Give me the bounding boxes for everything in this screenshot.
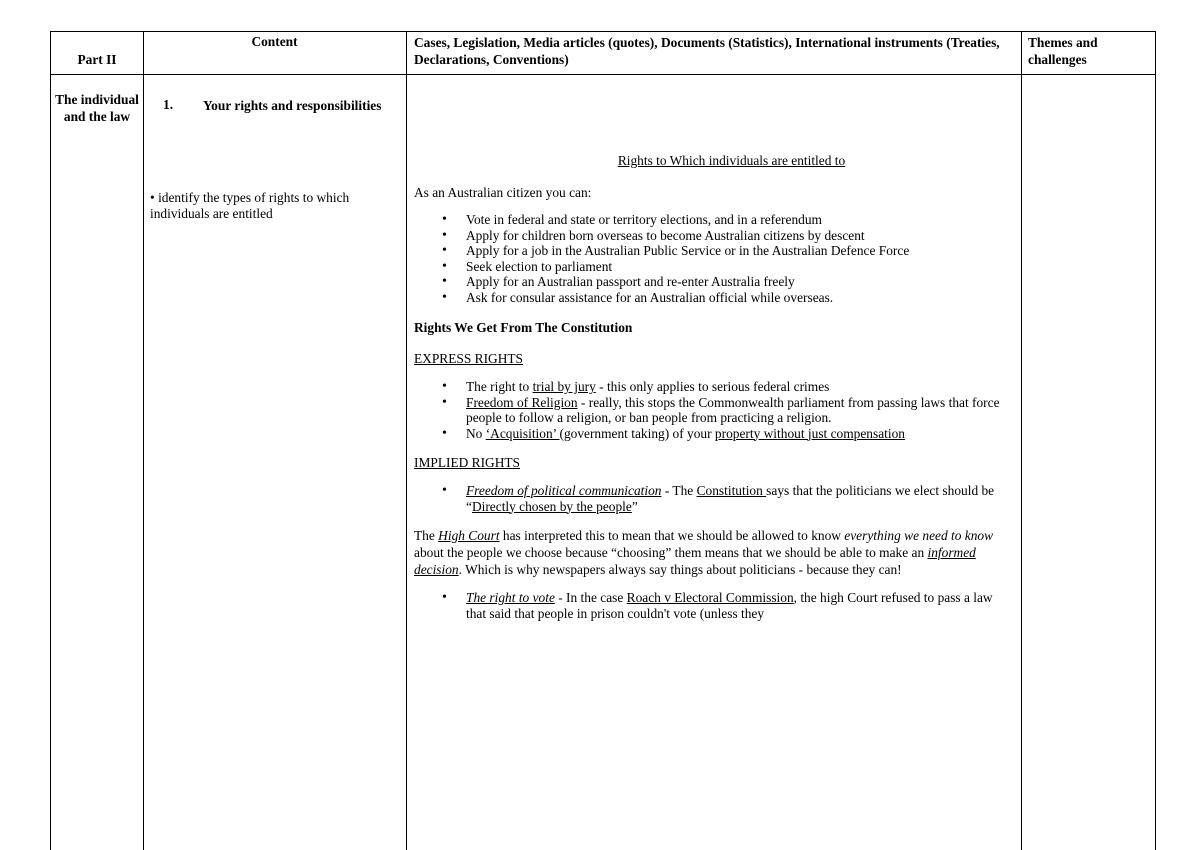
header-content: Content — [251, 34, 298, 49]
directly-chosen-link: Directly chosen by the people — [471, 498, 632, 514]
constitution-heading: Rights We Get From The Constitution — [414, 320, 633, 335]
cases-column — [414, 152, 1014, 621]
column-divider — [1021, 32, 1022, 850]
header-cases: Cases, Legislation, Media articles (quotes), Documents (Statistics), International instruments (Treaties, Declarations, Conventions) — [414, 35, 1000, 67]
part-title: The individual and the law — [55, 92, 139, 124]
list-item: • Apply for a job in the Australian Public Service or in the Australian Defence Force — [414, 243, 1014, 259]
roach-case-link: Roach v Electoral Commission — [626, 590, 794, 605]
high-court-paragraph: The High Court has interpreted this to mean that we should be allowed to know everything we need to know about the people we choose because “choosing” them means that we should be able to make an informed decision. Which is why newspapers always say things about politicians - because they can! — [414, 528, 994, 577]
content-bullet — [150, 190, 385, 222]
column-divider — [1155, 32, 1156, 850]
political-communication-link: Freedom of political communication — [466, 483, 662, 498]
express-rights-list — [414, 379, 1014, 441]
list-item: • Apply for children born overseas to become Australian citizens by descent — [414, 228, 1014, 244]
header-part: Part II — [77, 52, 117, 67]
list-item: • Seek election to parliament — [414, 259, 1014, 275]
implied-rights-heading: IMPLIED RIGHTS — [414, 455, 521, 470]
column-divider — [143, 32, 144, 850]
list-item: • The right to trial by jury - this only applies to serious federal crimes — [414, 379, 1014, 395]
content-bullet-text: identify the types of rights to which individuals are entitled — [150, 190, 350, 221]
property-link: property without just compensation — [714, 425, 905, 441]
rights-table — [50, 31, 1156, 850]
list-item: • Apply for an Australian passport and re-enter Australia freely — [414, 274, 1014, 290]
list-item: • Freedom of political communication - The Constitution says that the politicians we elect should be “Directly chosen by the people” — [414, 483, 1014, 514]
section-title: Rights to Which individuals are entitled to — [617, 153, 846, 168]
column-divider — [406, 32, 407, 850]
high-court-link: High Court — [438, 528, 500, 543]
acquisition-link: ‘Acquisition’ — [485, 425, 560, 441]
constitution-link: Constitution — [696, 483, 767, 498]
trial-by-jury-link: trial by jury — [532, 379, 596, 394]
list-item: • No ‘Acquisition’ (government taking) of your property without just compensation — [414, 426, 1014, 442]
list-item: • Vote in federal and state or territory elections, and in a referendum — [414, 212, 1014, 228]
list-item: • Ask for consular assistance for an Australian official while overseas. — [414, 290, 1014, 306]
item-number: 1. — [163, 97, 174, 112]
bullet-icon: • — [150, 190, 155, 205]
list-item: • Freedom of Religion - really, this stops the Commonwealth parliament from passing laws that force people to follow a religion, or ban people from practicing a religion. — [414, 395, 1014, 426]
item-title: Your rights and responsibilities — [203, 98, 382, 113]
header-divider — [51, 74, 1156, 75]
implied-rights-list — [414, 483, 1014, 514]
vote-list — [414, 590, 1014, 621]
citizen-rights-list — [414, 212, 1014, 305]
list-item: • The right to vote - In the case Roach v Electoral Commission, the high Court refused to pass a law that said that people in prison couldn't vote (unless they — [414, 590, 1014, 621]
right-to-vote-link: The right to vote — [466, 590, 555, 605]
freedom-of-religion-link: Freedom of Religion — [466, 394, 578, 410]
informed-decision-link: informed decision — [414, 545, 976, 577]
header-themes: Themes and challenges — [1028, 35, 1098, 67]
intro-text: As an Australian citizen you can: — [414, 185, 592, 200]
express-rights-heading: EXPRESS RIGHTS — [414, 351, 524, 366]
